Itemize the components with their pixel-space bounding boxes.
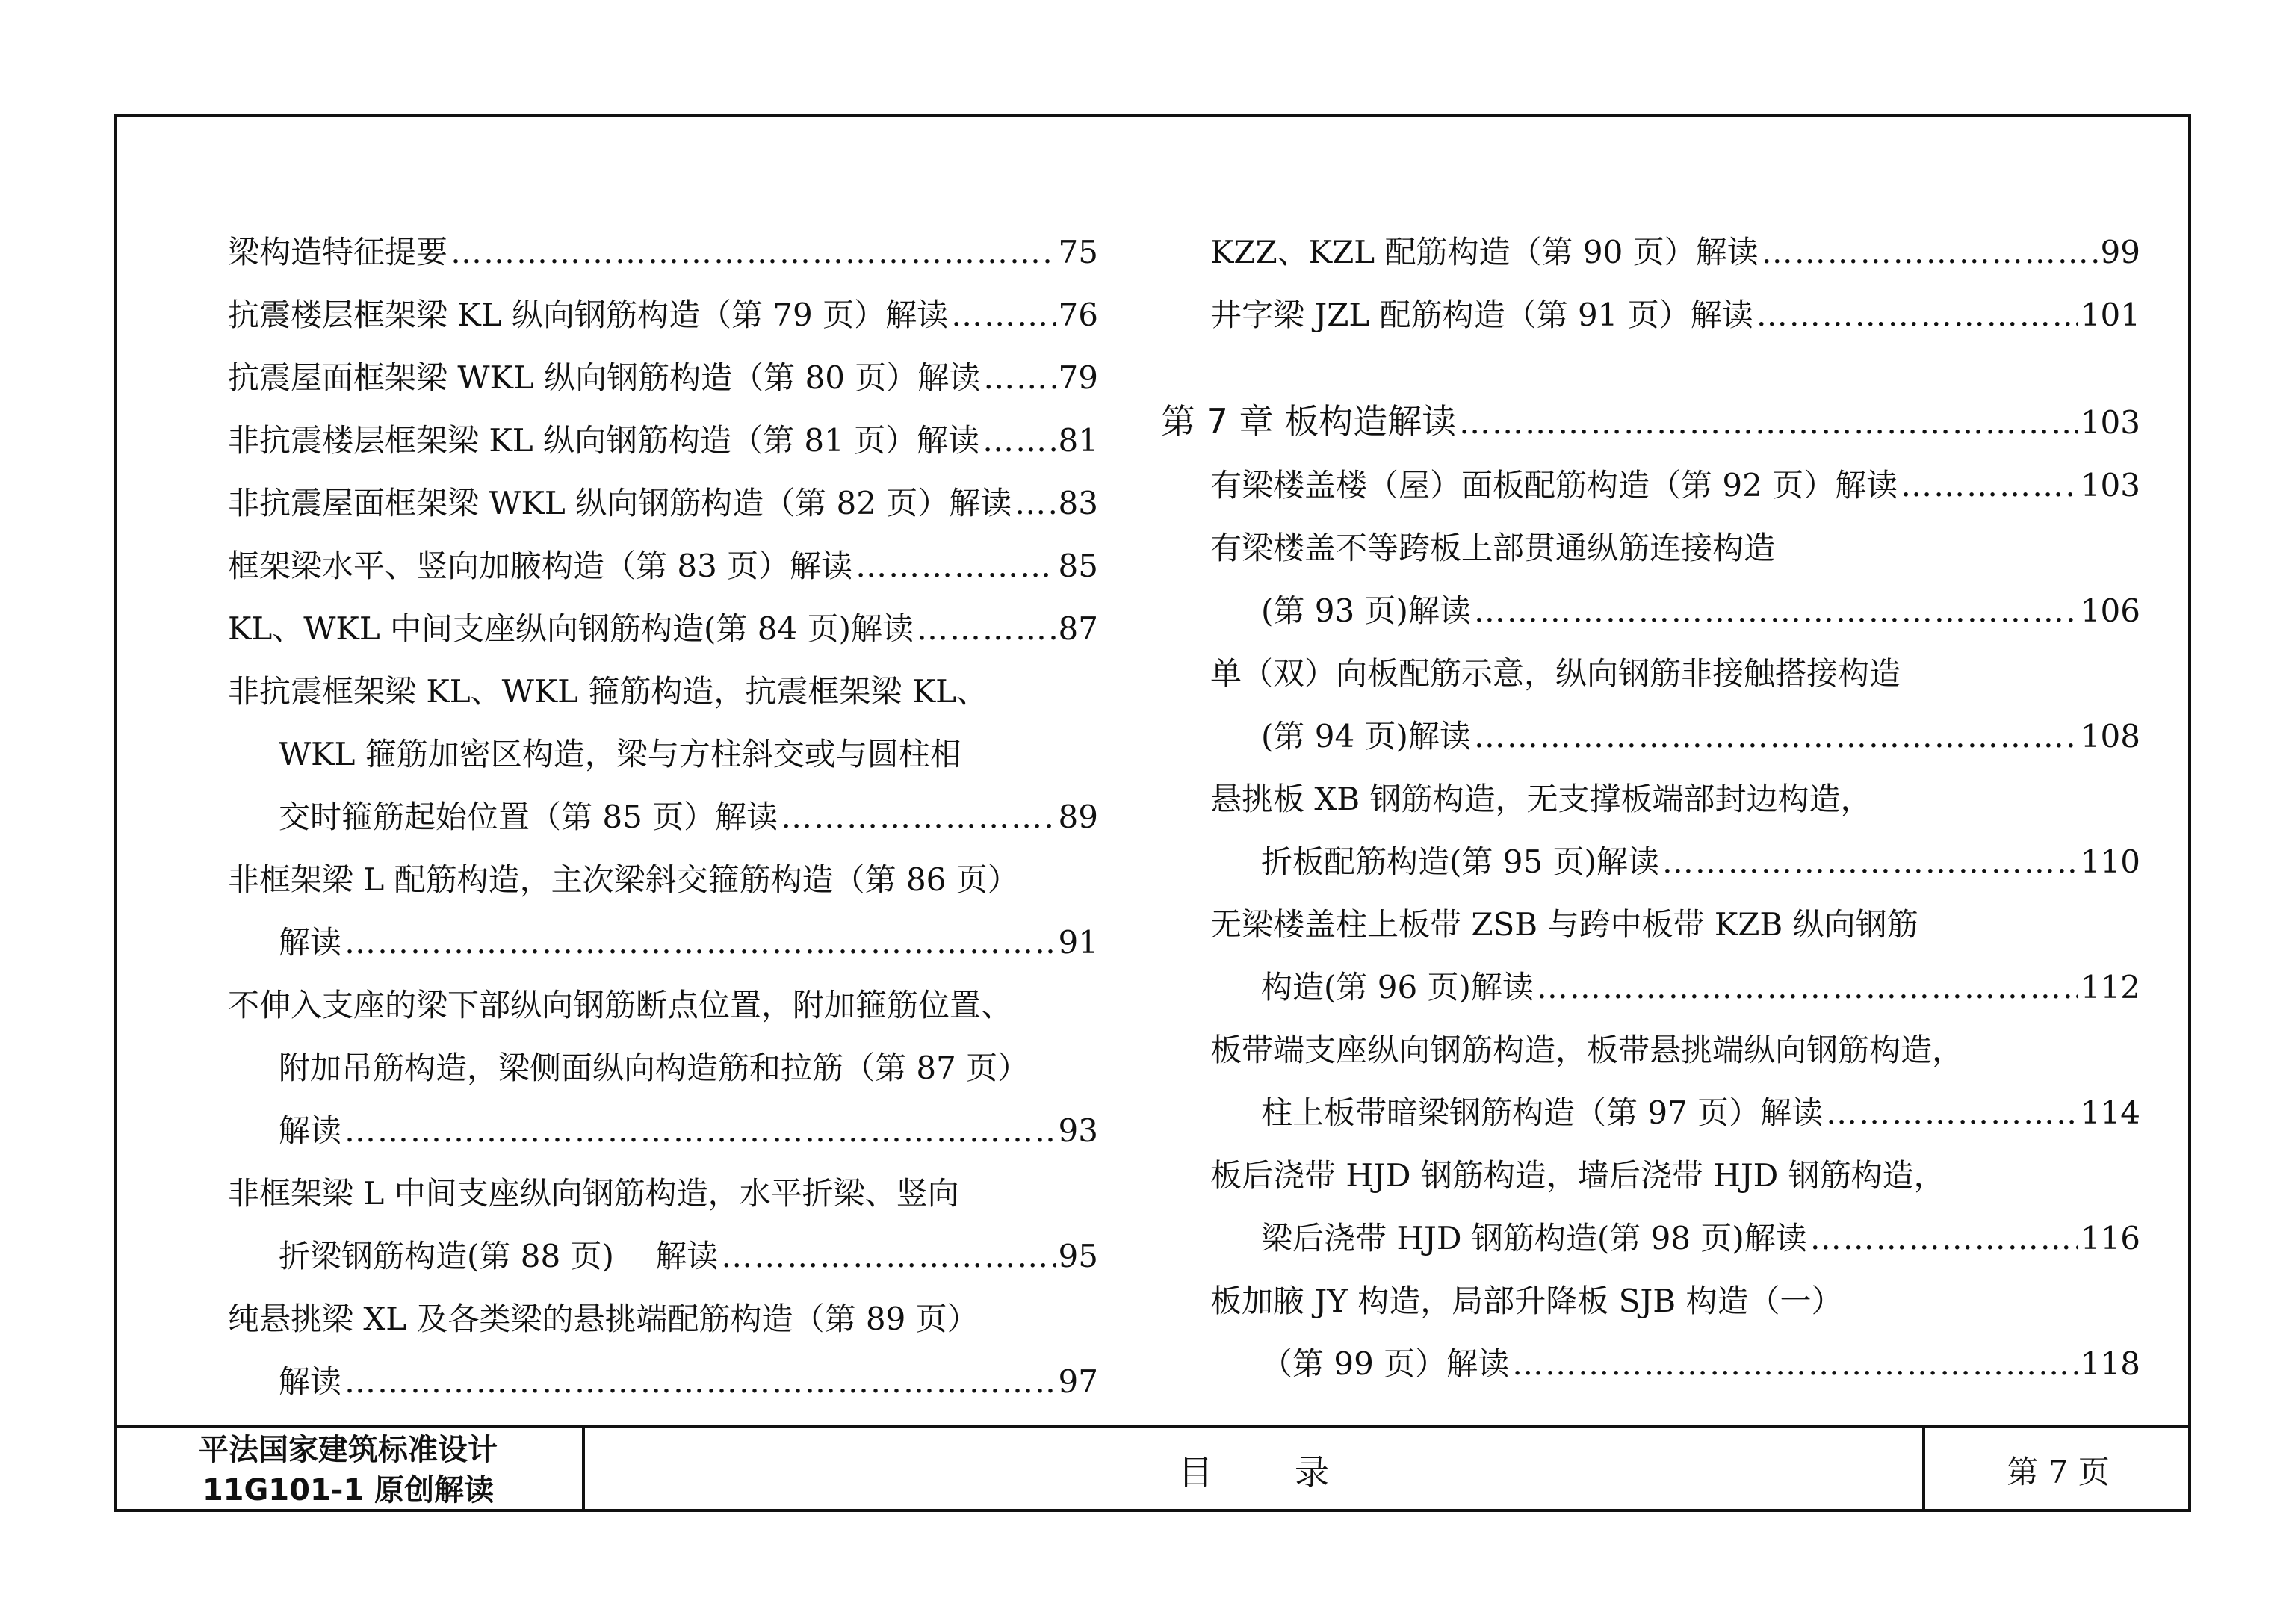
toc-entry[interactable] (228, 1162, 1098, 1225)
toc-entry[interactable] (228, 1100, 1098, 1162)
dot-leader (344, 1351, 1056, 1413)
toc-entry[interactable] (228, 284, 1098, 347)
toc-entry-title: 解读 (279, 924, 342, 961)
toc-entry-page: 103 (2080, 467, 2140, 503)
toc-entry-title: 梁后浇带 HJD 钢筋构造(第 98 页)解读 (1261, 1220, 1807, 1256)
toc-entry-title: 有梁楼盖不等跨板上部贯通纵筋连接构造 (1210, 530, 1776, 566)
dot-leader (1662, 831, 2078, 893)
title-block-series (114, 1428, 585, 1512)
dot-leader (721, 1225, 1055, 1288)
dot-leader (1762, 221, 2098, 284)
series-name: 平法国家建筑标准设计 (199, 1433, 498, 1467)
toc-entry-title: （第 99 页）解读 (1261, 1345, 1510, 1382)
toc-entry[interactable] (228, 723, 1098, 786)
toc-entry[interactable] (1210, 1207, 2140, 1270)
toc-entry[interactable] (228, 1225, 1098, 1288)
toc-entry-page: 95 (1058, 1238, 1098, 1274)
toc-entry[interactable] (1210, 454, 2140, 517)
toc-entry[interactable] (228, 535, 1098, 598)
dot-leader (1826, 1082, 2078, 1144)
toc-entry[interactable] (1210, 768, 2140, 831)
toc-entry-title: 非抗震屋面框架梁 WKL 纵向钢筋构造（第 82 页）解读 (228, 485, 1012, 521)
toc-entry[interactable] (228, 472, 1098, 535)
toc-entry-title: 梁构造特征提要 (228, 234, 448, 270)
toc-entry-title: 板带端支座纵向钢筋构造，板带悬挑端纵向钢筋构造， (1210, 1032, 1964, 1068)
toc-entry-page: 89 (1058, 799, 1098, 835)
toc-entry-title: 构造(第 96 页)解读 (1261, 969, 1534, 1005)
toc-entry-page: 108 (2080, 718, 2140, 754)
dot-leader (1901, 454, 2078, 517)
toc-entry-page: 83 (1058, 485, 1098, 521)
toc-entry[interactable] (228, 221, 1098, 284)
toc-entry-title: 抗震楼层框架梁 KL 纵向钢筋构造（第 79 页）解读 (228, 297, 949, 333)
toc-entry-page: 85 (1058, 548, 1098, 584)
toc-entry-title: 井字梁 JZL 配筋构造（第 91 页）解读 (1210, 297, 1753, 333)
dot-leader (344, 911, 1056, 974)
toc-entry-page: 114 (2080, 1094, 2140, 1131)
toc-entry-page: 116 (2080, 1220, 2140, 1256)
toc-entry-page: 103 (2080, 404, 2140, 441)
dot-leader (983, 347, 1055, 409)
toc-entry[interactable] (1210, 1082, 2140, 1144)
toc-entry-page: 110 (2080, 843, 2140, 880)
toc-entry-title: 交时箍筋起始位置（第 85 页）解读 (279, 799, 778, 835)
toc-entry-title: 非框架梁 L 配筋构造，主次梁斜交箍筋构造（第 86 页） (228, 861, 1019, 898)
toc-entry[interactable] (1210, 1333, 2140, 1395)
toc-entry-title: 有梁楼盖楼（屋）面板配筋构造（第 92 页）解读 (1210, 467, 1898, 503)
toc-right-column (1161, 221, 2140, 1395)
dot-leader (781, 786, 1055, 849)
toc-entry[interactable] (228, 1288, 1098, 1351)
spacer (1210, 347, 2140, 388)
toc-entry-page: 112 (2080, 969, 2140, 1005)
toc-entry-title: (第 93 页)解读 (1261, 592, 1471, 629)
toc-entry[interactable] (1210, 580, 2140, 642)
toc-entry-title: 解读 (279, 1363, 342, 1400)
toc-entry-title: 附加吊筋构造，梁侧面纵向构造筋和拉筋（第 87 页） (279, 1050, 1029, 1086)
toc-entry-page: 81 (1058, 422, 1098, 459)
toc-entry[interactable] (228, 974, 1098, 1037)
toc-entry[interactable] (1210, 517, 2140, 580)
dot-leader (1537, 956, 2078, 1019)
toc-entry[interactable] (1210, 284, 2140, 347)
toc-entry-title: 板加腋 JY 构造，局部升降板 SJB 构造（一） (1210, 1283, 1843, 1319)
toc-entry-page: 93 (1058, 1112, 1098, 1149)
toc-entry[interactable] (228, 660, 1098, 723)
toc-entry-page: 87 (1058, 610, 1098, 647)
toc-entry[interactable] (1210, 642, 2140, 705)
title-block (114, 1425, 2191, 1512)
toc-entry[interactable] (1210, 1019, 2140, 1082)
dot-leader (1474, 705, 2078, 768)
dot-leader (1810, 1207, 2078, 1270)
toc-entry-page: 118 (2080, 1345, 2140, 1382)
toc-entry-title: 第 7 章 板构造解读 (1161, 401, 1457, 441)
toc-entry-page: 75 (1058, 234, 1098, 270)
toc-entry-page: 106 (2080, 592, 2140, 629)
toc-entry[interactable] (1210, 705, 2140, 768)
toc-entry-title: KZZ、KZL 配筋构造（第 90 页）解读 (1210, 234, 1759, 270)
toc-entry[interactable] (1210, 1144, 2140, 1207)
toc-entry[interactable] (1210, 221, 2140, 284)
toc-entry-title: WKL 箍筋加密区构造，梁与方柱斜交或与圆柱相 (279, 736, 961, 772)
toc-entry-title: 抗震屋面框架梁 WKL 纵向钢筋构造（第 80 页）解读 (228, 359, 981, 396)
series-code: 11G101-1 原创解读 (202, 1473, 495, 1507)
dot-leader (917, 598, 1056, 660)
toc-entry-title: 纯悬挑梁 XL 及各类梁的悬挑端配筋构造（第 89 页） (228, 1301, 979, 1337)
dot-leader (1756, 284, 2078, 347)
toc-entry-title: 板后浇带 HJD 钢筋构造，墙后浇带 HJD 钢筋构造， (1210, 1157, 1945, 1194)
toc-entry-page: 101 (2080, 297, 2140, 333)
dot-leader (1015, 472, 1055, 535)
toc-entry[interactable] (1210, 956, 2140, 1019)
toc-entry-title: 折板配筋构造(第 95 页)解读 (1261, 843, 1659, 880)
toc-entry-title: 单（双）向板配筋示意，纵向钢筋非接触搭接构造 (1210, 655, 1901, 692)
page-number: 第 7 页 (2007, 1454, 2110, 1490)
toc-entry[interactable] (228, 911, 1098, 974)
toc-entry-title: (第 94 页)解读 (1261, 718, 1471, 754)
dot-leader (344, 1100, 1056, 1162)
toc-entry-page: 79 (1058, 359, 1098, 396)
dot-leader (982, 409, 1055, 472)
dot-leader (855, 535, 1055, 598)
toc-entry[interactable] (228, 786, 1098, 849)
toc-entry[interactable] (228, 849, 1098, 911)
toc-entry-title: 无梁楼盖柱上板带 ZSB 与跨中板带 KZB 纵向钢筋 (1210, 906, 1918, 943)
dot-leader (1459, 390, 2078, 456)
dot-leader (1512, 1333, 2078, 1395)
chapter-heading[interactable] (1161, 388, 2140, 454)
toc-entry[interactable] (228, 347, 1098, 409)
toc-entry-title: 折梁钢筋构造(第 88 页) 解读 (279, 1238, 719, 1274)
toc-entry-title: 非框架梁 L 中间支座纵向钢筋构造，水平折梁、竖向 (228, 1175, 959, 1212)
toc-entry-page: 76 (1058, 297, 1098, 333)
toc-entry-title: 解读 (279, 1112, 342, 1149)
toc-entry-title: 非抗震框架梁 KL、WKL 箍筋构造，抗震框架梁 KL、 (228, 673, 988, 710)
dot-leader (1474, 580, 2078, 642)
toc-entry[interactable] (228, 409, 1098, 472)
toc-entry-title: 框架梁水平、竖向加腋构造（第 83 页）解读 (228, 548, 853, 584)
toc-entry-page: 97 (1058, 1363, 1098, 1400)
section-title: 目录 (585, 1428, 1925, 1512)
toc-entry-page: 99 (2100, 234, 2140, 270)
dot-leader (951, 284, 1055, 347)
dot-leader (450, 221, 1056, 284)
toc-entry-title: 不伸入支座的梁下部纵向钢筋断点位置，附加箍筋位置、 (228, 987, 1013, 1023)
toc-entry[interactable] (228, 1037, 1098, 1100)
toc-entry[interactable] (228, 1351, 1098, 1413)
toc-left-column (228, 221, 1098, 1413)
toc-entry[interactable] (1210, 893, 2140, 956)
toc-entry-title: 柱上板带暗梁钢筋构造（第 97 页）解读 (1261, 1094, 1824, 1131)
toc-entry-title: 非抗震楼层框架梁 KL 纵向钢筋构造（第 81 页）解读 (228, 422, 980, 459)
toc-entry[interactable] (1210, 1270, 2140, 1333)
toc-entry[interactable] (1210, 831, 2140, 893)
toc-entry-title: 悬挑板 XB 钢筋构造，无支撑板端部封边构造， (1210, 781, 1872, 817)
toc-entry-title: KL、WKL 中间支座纵向钢筋构造(第 84 页)解读 (228, 610, 914, 647)
toc-entry-page: 91 (1058, 924, 1098, 961)
toc-entry[interactable] (228, 598, 1098, 660)
